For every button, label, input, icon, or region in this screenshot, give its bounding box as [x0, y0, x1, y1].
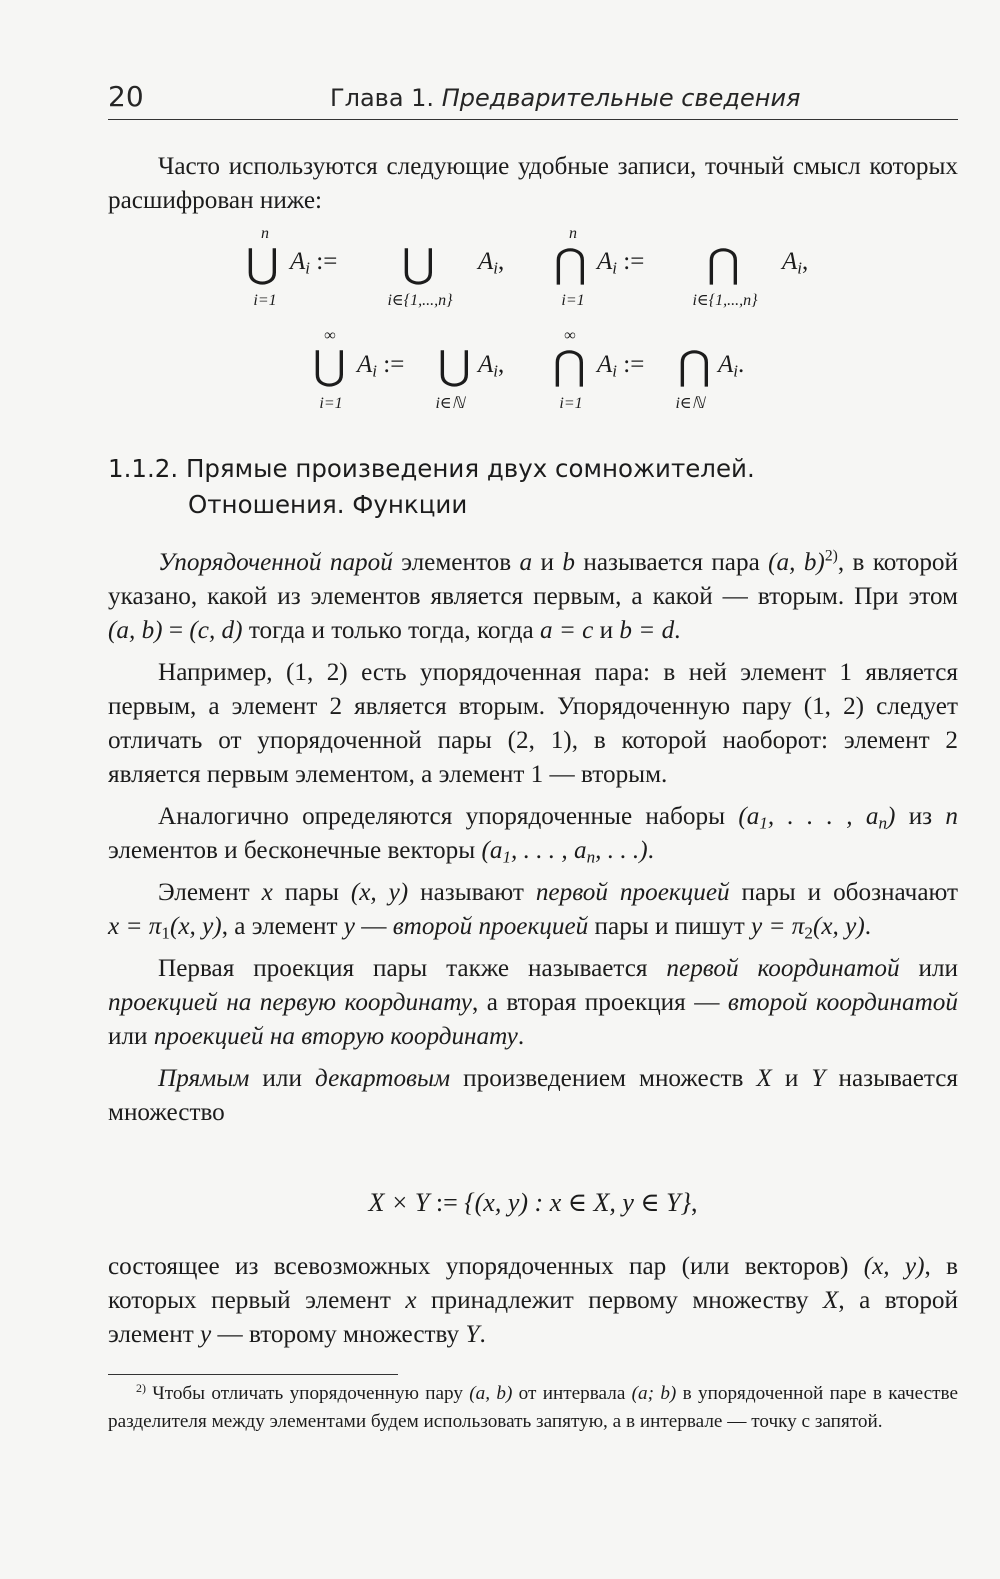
footnote-text: $^{2)}$ Чтобы отличать упорядоченную пару (a, b) от интервала (a; b) в упорядоченной паре в качестве разделителя между элементами будем использовать запятую, а в интервале — точку с запятой.: [108, 1380, 958, 1432]
chapter-title: [330, 84, 800, 112]
chapter-name: Предварительные сведения: [441, 84, 801, 112]
formula-term: $A_i$ :=: [597, 248, 645, 278]
intro-text: Часто используются следующие удобные записи, точный смысл которых расшифрован ниже:: [108, 153, 958, 214]
formula-term: $A_i$,: [782, 248, 809, 278]
paragraph-ordered-pair: Упорядоченной парой элементов a и b называется пара (a, b)$^{2)}$, в которой указано, какой из элементов является первым, а какой — вторым. При этом (a, b) = (c, d) тогда и только тогда, когда a = c и b = d.: [108, 547, 958, 644]
paragraph-cartesian: Прямым или декартовым произведением множеств X и Y называется множество: [108, 1065, 959, 1126]
paragraph-projections: Элемент x пары (x, y) называют первой проекцией пары и обозначают $x = \pi_1(x$, y), а элемент y — второй проекцией пары и пишут $y = \pi_2(x$, y).: [108, 879, 959, 943]
formula-term: $A_i$ :=: [290, 248, 338, 278]
limit-upper: ∞: [324, 327, 336, 344]
limit-lower: i∈ℕ: [435, 395, 465, 412]
running-head: [108, 78, 958, 118]
section-number: 1.1.2.: [108, 454, 179, 483]
section-title-line1: Прямые произведения двух сомножителей.: [185, 454, 755, 483]
body-text-continued: [108, 1250, 958, 1352]
formula-term: $A_i$ :=: [357, 351, 405, 381]
limit-lower: i=1: [559, 395, 583, 412]
limit-lower: i∈{1,...,n}: [387, 292, 453, 309]
footnote-mark: 2): [824, 547, 838, 565]
paragraph-consisting: состоящее из всевозможных упорядоченных пар (или векторов) (x, y), в которых первый элемент x принадлежит первому множеству X, а второй элемент y — второму множеству Y.: [108, 1253, 958, 1348]
page-number: 20: [108, 80, 144, 113]
intersection-symbol: ⋂: [678, 343, 711, 389]
limit-lower: i=1: [253, 292, 277, 309]
intersection-symbol: ⋂: [707, 241, 740, 287]
formula-term: $A_i$.: [718, 351, 745, 381]
limit-upper: n: [261, 225, 269, 242]
intersection-symbol: ⋂: [553, 343, 586, 389]
formula-term: $A_i$ :=: [597, 351, 645, 381]
limit-lower: i=1: [319, 395, 343, 412]
body-text: [108, 546, 958, 1130]
paragraph-example: Например, (1, 2) есть упорядоченная пара: в ней элемент 1 является первым, а элемент 2 является вторым. Упорядоченную пару (1, 2) следует отличать от упорядоченной пары (2, 1), в которой наоборот: элемент 2 является первым элементом, а элемент 1 — вторым.: [108, 659, 958, 788]
cartesian-product-formula: X × Y := {(x, y) : x ∈ X, y ∈ Y},: [368, 1188, 698, 1217]
paragraph-tuples: Аналогично определяются упорядоченные наборы ($a_1$, . . . , $a_n$) из n элементов и бесконечные векторы ($a_1$, . . . , $a_n$, . . .).: [108, 803, 959, 867]
union-symbol: ⋃: [313, 343, 346, 389]
footnote: [108, 1380, 958, 1436]
intersection-symbol: ⋂: [554, 241, 587, 287]
formula-term: $A_i$,: [478, 248, 505, 278]
section-title-line2: Отношения. Функции: [188, 490, 468, 519]
formula-term: $A_i$,: [478, 351, 505, 381]
limit-upper: n: [569, 225, 577, 242]
union-symbol: ⋃: [246, 241, 279, 287]
limit-lower: i∈ℕ: [675, 395, 705, 412]
limit-lower: i∈{1,...,n}: [692, 292, 758, 309]
footnote-number: 2): [136, 1380, 146, 1395]
chapter-label: Глава 1.: [330, 84, 435, 112]
paragraph-coordinates: Первая проекция пары также называется первой координатой или проекцией на первую координату, а вторая проекция — второй координатой или проекцией на вторую координату.: [108, 955, 958, 1050]
section-heading: [108, 451, 958, 523]
header-rule: [108, 119, 958, 120]
union-symbol: ⋃: [438, 343, 471, 389]
limit-lower: i=1: [561, 292, 585, 309]
limit-upper: ∞: [564, 327, 576, 344]
intro-paragraph: [108, 150, 958, 218]
union-symbol: ⋃: [402, 241, 435, 287]
footnote-rule: [108, 1374, 398, 1375]
